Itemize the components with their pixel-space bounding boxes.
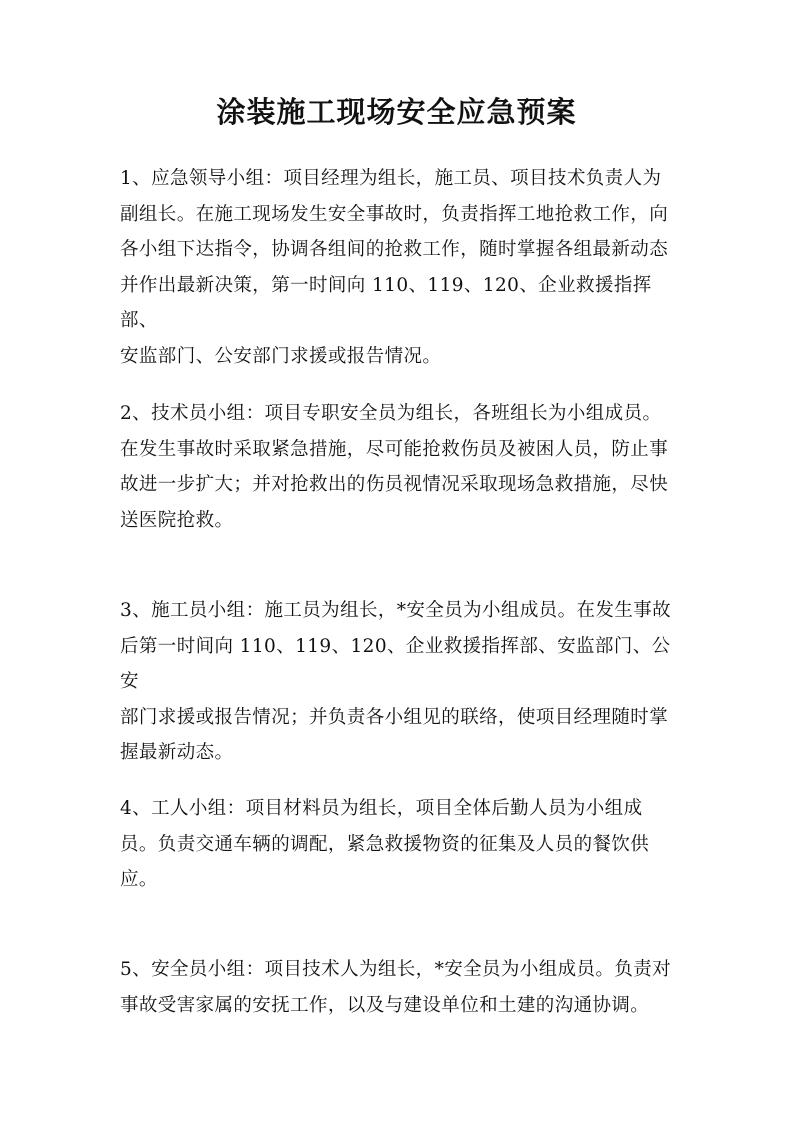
- paragraph-technician-group: 2、技术员小组：项目专职安全员为组长，各班组长为小组成员。 在发生事故时采取紧急措施，尽可能抢救伤员及被困人员，防止事 故进一步扩大；并对抢救出的伤员视情况采取现场急救措施，尽快 送医院抢救。: [120, 403, 669, 531]
- paragraph-emergency-leadership-group: 1、应急领导小组：项目经理为组长，施工员、项目技术负责人为 副组长。在施工现场发生安全事故时，负责指挥工地抢救工作，向 各小组下达指令，协调各组间的抢救工作，随时掌握各组最新动态 并作出最新决策，第一时间向 110、119、120、企业救援指挥部、 安监部门、公安部门求援或报告情况。: [120, 168, 669, 367]
- paragraph-construction-worker-group: 3、施工员小组：施工员为组长，*安全员为小组成员。在发生事故 后第一时间向 110、119、120、企业救援指挥部、安监部门、公安 部门求援或报告情况；并负责各小组见的联络，使项目经理随时掌 握最新动态。: [120, 600, 672, 763]
- document-title: 涂装施工现场安全应急预案: [216, 95, 577, 129]
- paragraph-worker-group: 4、工人小组：项目材料员为组长，项目全体后勤人员为小组成 员。负责交通车辆的调配，紧急救援物资的征集及人员的餐饮供 应。: [120, 798, 650, 890]
- paragraph-safety-officer-group: 5、安全员小组：项目技术人为组长，*安全员为小组成员。负责对 事故受害家属的安抚工作，以及与建设单位和土建的沟通协调。: [120, 959, 672, 1016]
